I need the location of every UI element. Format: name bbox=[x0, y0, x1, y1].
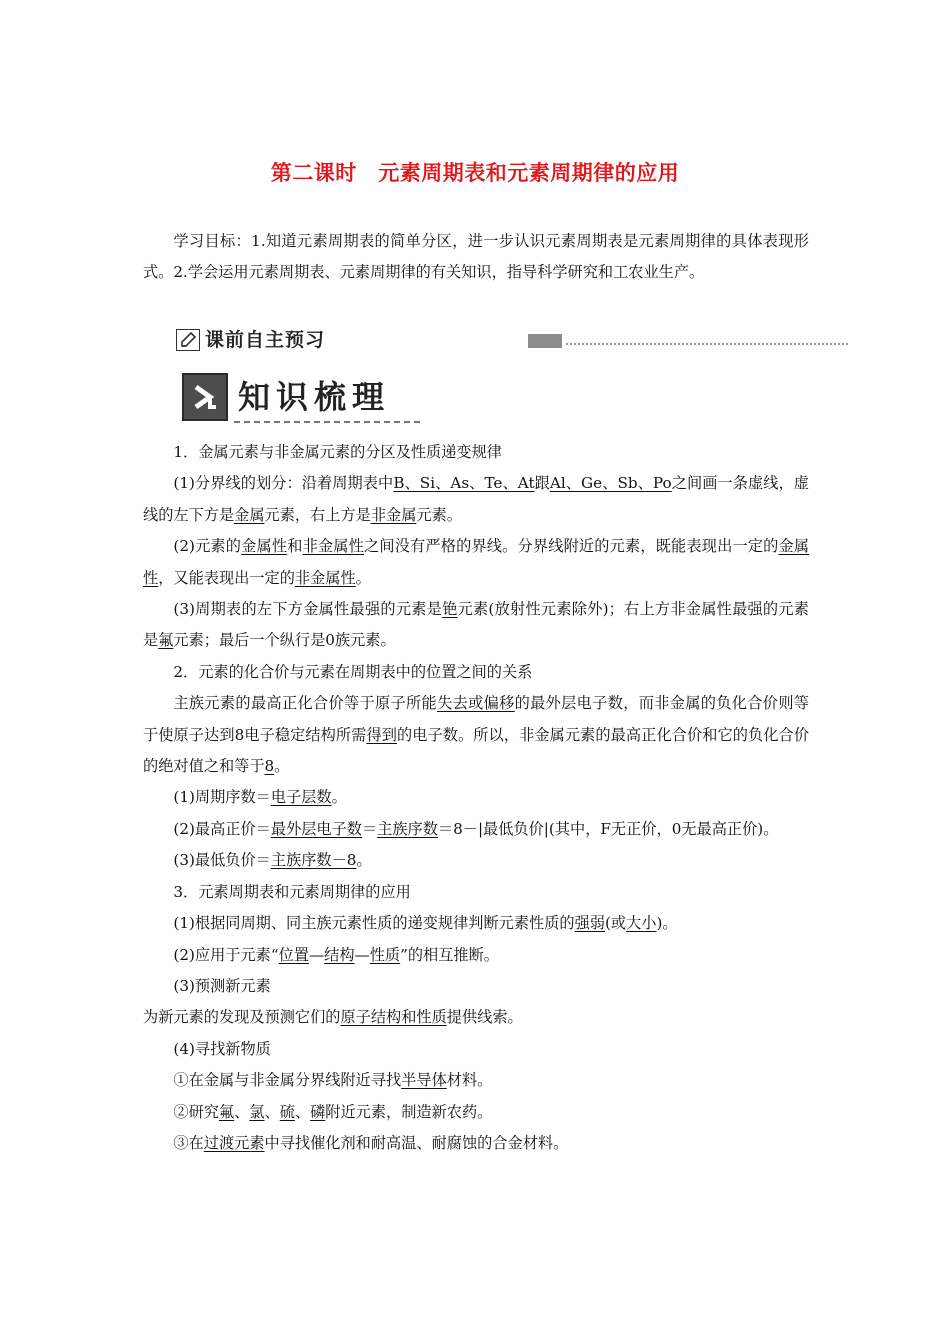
text-run: (2)元素的 bbox=[173, 537, 242, 556]
underlined-answer: 原子结构和性质 bbox=[340, 1008, 447, 1027]
content-paragraph bbox=[143, 437, 809, 468]
content-paragraph bbox=[143, 971, 809, 1002]
underlined-answer: 8 bbox=[264, 757, 275, 776]
text-run: 之间画一条虚线，虚线的左下方是 bbox=[143, 474, 809, 524]
content-paragraph bbox=[143, 1065, 809, 1096]
text-run: 的电子数。所以，非金属元素的最高正化合价和它的负化合价的绝对值之和等于 bbox=[143, 725, 810, 776]
content-paragraph bbox=[143, 908, 809, 939]
content-paragraph bbox=[143, 1034, 809, 1065]
text-run: 、 bbox=[264, 1102, 280, 1121]
content-paragraph bbox=[143, 657, 809, 688]
text-run: 附近元素，制造新农药。 bbox=[325, 1102, 493, 1121]
underlined-answer: 失去或偏移 bbox=[437, 694, 515, 713]
text-run: (1)周期序数＝ bbox=[173, 788, 271, 807]
text-run: 主族元素的最高正化合价等于原子所能 bbox=[173, 694, 438, 713]
pencil-icon bbox=[176, 329, 200, 351]
chevron-right-icon bbox=[182, 373, 228, 421]
underlined-answer: 强弱 bbox=[574, 914, 605, 933]
content-paragraph bbox=[143, 877, 809, 908]
text-run: 和 bbox=[287, 537, 303, 556]
preview-banner bbox=[176, 327, 848, 353]
text-run: )。 bbox=[656, 914, 678, 933]
underlined-answer: 主族序数 bbox=[377, 819, 438, 838]
content-paragraph bbox=[143, 940, 809, 971]
text-run: 。 bbox=[356, 851, 372, 870]
preview-banner-label: 课前自主预习 bbox=[205, 329, 326, 351]
text-run: ＝8－|最低负价|(其中，F无正价，0无最高正价)。 bbox=[437, 819, 779, 838]
text-run: ”的相互推断。 bbox=[400, 945, 499, 964]
underlined-answer: 金属性 bbox=[241, 537, 288, 556]
text-run: (或 bbox=[604, 914, 627, 933]
text-run: (2)应用于元素“ bbox=[173, 945, 279, 964]
underlined-answer: 最外层电子数 bbox=[270, 819, 362, 838]
banner-dashed-rule bbox=[234, 421, 420, 423]
text-run: 元素(放射性元素除外)；右上方非金属性最强的元素是 bbox=[143, 600, 809, 650]
underlined-answer: 结构 bbox=[324, 945, 355, 964]
text-run: ③在 bbox=[173, 1133, 204, 1152]
underlined-answer: 电子层数 bbox=[270, 788, 332, 807]
text-run: 之间没有严格的界线。分界线附近的元素，既能表现出一定的 bbox=[363, 537, 779, 556]
text-run: (3)预测新元素 bbox=[173, 976, 271, 995]
underlined-answer: 位置 bbox=[278, 945, 309, 964]
text-run: 的最外层电子数，而非金属的负化合价则等于使原子达到8电子稳定结构所需 bbox=[143, 694, 810, 744]
underlined-answer: 性质 bbox=[369, 945, 401, 964]
text-run: 中寻找催化剂和耐高温、耐腐蚀的合金材料。 bbox=[264, 1133, 569, 1152]
content-paragraph bbox=[143, 531, 809, 594]
underlined-answer: 氯 bbox=[249, 1102, 265, 1121]
content-paragraph bbox=[143, 1128, 809, 1159]
text-run: 材料。 bbox=[446, 1071, 493, 1090]
text-run: (3)最低负价＝ bbox=[173, 851, 271, 870]
text-run: 2．元素的化合价与元素在周期表中的位置之间的关系 bbox=[173, 662, 533, 681]
text-run: 。 bbox=[274, 757, 290, 776]
underlined-answer: 半导体 bbox=[401, 1071, 447, 1090]
page-title: 第二课时 元素周期表和元素周期律的应用 bbox=[270, 161, 680, 185]
text-run: 跟 bbox=[534, 474, 550, 493]
text-run: 元素，右上方是 bbox=[264, 505, 371, 524]
underlined-answer: 非金属性 bbox=[294, 568, 356, 587]
underlined-answer: 大小 bbox=[626, 914, 657, 933]
content-paragraph bbox=[143, 1002, 809, 1033]
underlined-answer: B、Si、As、Te、At bbox=[393, 474, 535, 493]
underlined-answer: 得到 bbox=[366, 725, 397, 744]
text-run: 1．金属元素与非金属元素的分区及性质递变规律 bbox=[173, 443, 502, 461]
underlined-answer: 金属性 bbox=[143, 537, 810, 587]
content-paragraph bbox=[143, 814, 809, 845]
text-run: (3)周期表的左下方金属性最强的元素是 bbox=[173, 600, 443, 619]
text-run: (4)寻找新物质 bbox=[173, 1039, 271, 1058]
text-run: ②研究 bbox=[173, 1102, 219, 1121]
content-paragraph bbox=[143, 468, 809, 531]
knowledge-banner bbox=[182, 373, 422, 425]
text-run: 、 bbox=[294, 1102, 311, 1121]
underlined-answer: 非金属 bbox=[370, 505, 417, 524]
content-paragraph bbox=[143, 845, 809, 876]
text-run: 。 bbox=[355, 568, 371, 587]
knowledge-banner-label: 知识梳理 bbox=[238, 378, 391, 416]
underlined-answer: 非金属性 bbox=[302, 537, 364, 556]
text-run: 。 bbox=[331, 788, 347, 807]
text-run: 为新元素的发现及预测它们的 bbox=[143, 1008, 341, 1027]
text-run: 3．元素周期表和元素周期律的应用 bbox=[173, 882, 411, 901]
underlined-answer: 磷 bbox=[310, 1102, 326, 1121]
content-paragraph bbox=[143, 782, 809, 813]
underlined-answer: 过渡元素 bbox=[203, 1133, 265, 1152]
text-run: (2)最高正价＝ bbox=[173, 819, 271, 838]
text-run: (1)根据同周期、同主族元素性质的递变规律判断元素性质的 bbox=[173, 914, 575, 933]
text-run: 元素；最后一个纵行是0族元素。 bbox=[173, 631, 396, 650]
text-run: ，又能表现出一定的 bbox=[158, 568, 295, 587]
banner-dotted-rule bbox=[566, 343, 848, 345]
objectives-paragraph: 学习目标：1.知道元素周期表的简单分区，进一步认识元素周期表是元素周期律的具体表现形式。2.学会运用元素周期表、元素周期律的有关知识，指导科学研究和工农业生产。 bbox=[143, 232, 809, 282]
text-run: 元素。 bbox=[416, 505, 462, 524]
text-run: ＝ bbox=[361, 819, 378, 838]
underlined-answer: 硫 bbox=[279, 1102, 295, 1121]
content-paragraph bbox=[143, 594, 809, 657]
text-run: 提供线索。 bbox=[446, 1008, 523, 1027]
underlined-answer: 铯 bbox=[442, 600, 458, 619]
text-run: — bbox=[308, 945, 325, 964]
content-paragraph bbox=[143, 1097, 809, 1128]
underlined-answer: Al、Ge、Sb、Po bbox=[549, 474, 672, 493]
underlined-answer: 氟 bbox=[158, 631, 174, 650]
text-run: (1)分界线的划分：沿着周期表中 bbox=[173, 474, 394, 493]
underlined-answer: 氟 bbox=[218, 1102, 235, 1121]
knowledge-content bbox=[143, 437, 809, 1159]
text-run: ①在金属与非金属分界线附近寻找 bbox=[173, 1071, 402, 1090]
text-run: — bbox=[354, 945, 370, 964]
learning-objectives bbox=[143, 226, 809, 289]
content-paragraph bbox=[143, 688, 809, 782]
underlined-answer: 金属 bbox=[234, 505, 265, 524]
banner-block-decoration bbox=[528, 334, 562, 348]
underlined-answer: 主族序数－8 bbox=[270, 851, 357, 870]
text-run: 、 bbox=[234, 1102, 250, 1121]
